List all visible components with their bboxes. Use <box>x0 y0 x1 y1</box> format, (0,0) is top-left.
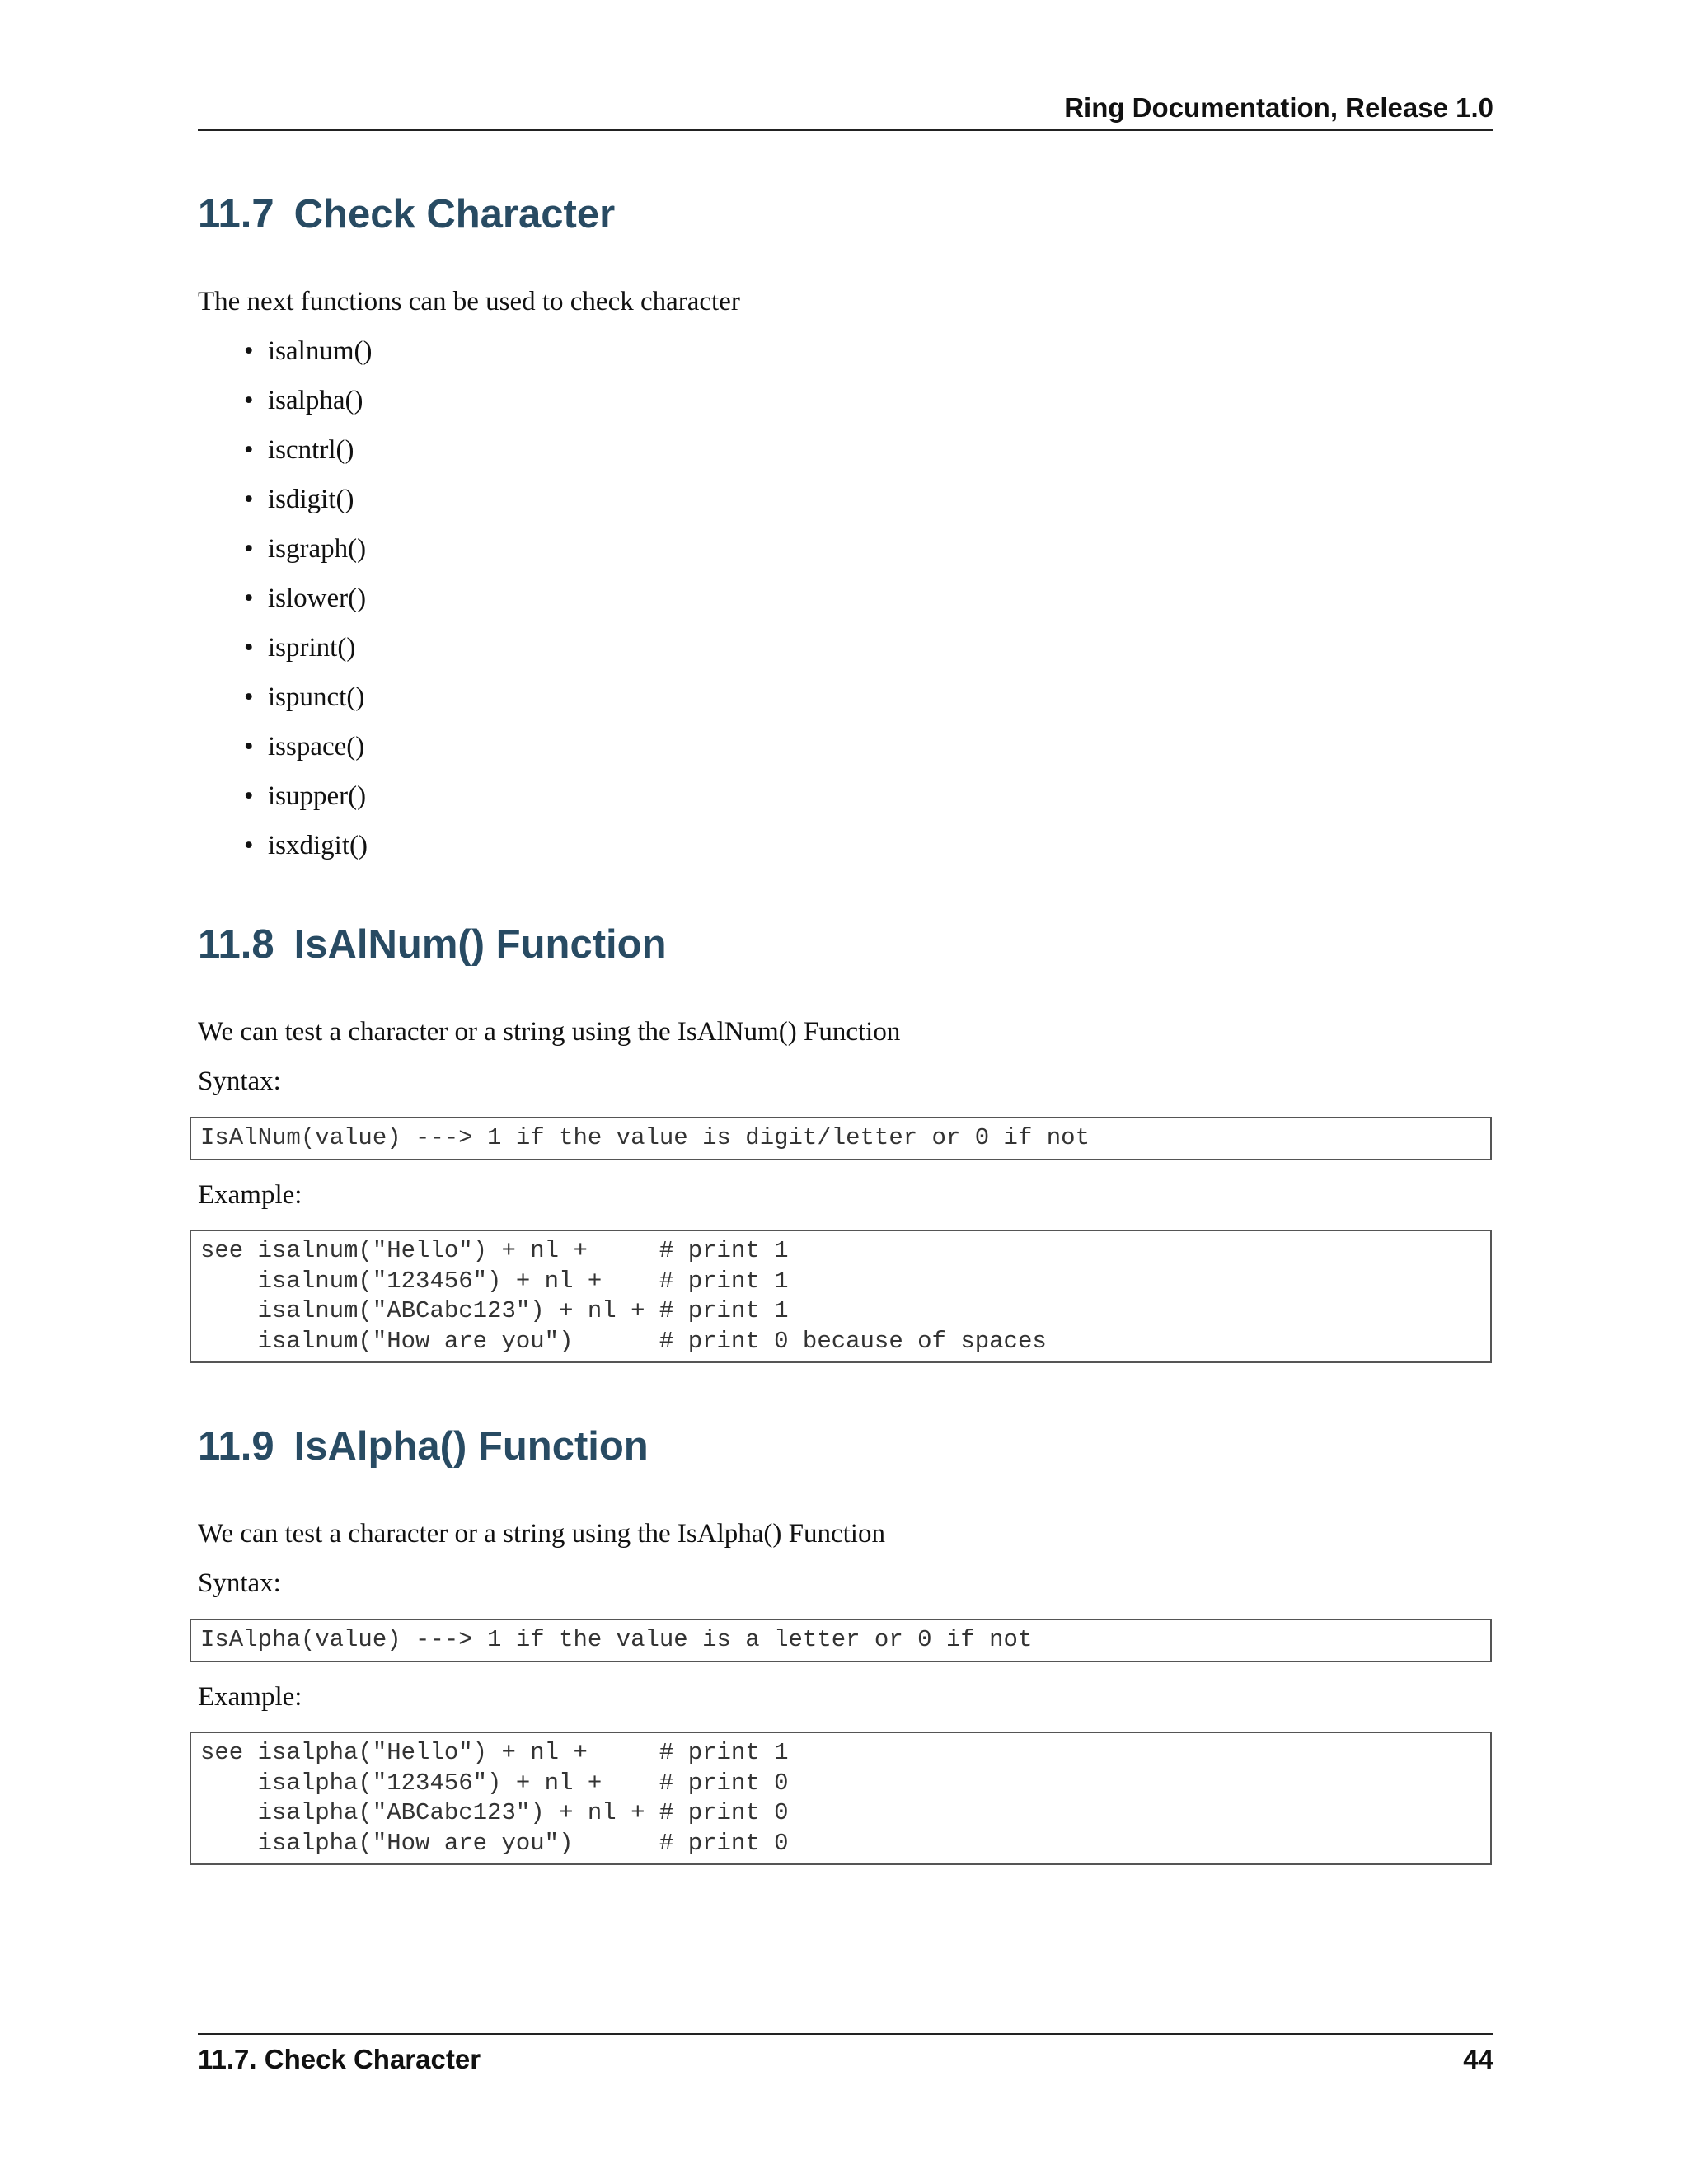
list-item-label: isalnum() <box>268 336 373 366</box>
section-title: IsAlpha() Function <box>293 1424 649 1469</box>
example-code-block: see isalnum("Hello") + nl + # print 1 isalnum("123456") + nl + # print 1 isalnum("ABCabc123") + nl + # print 1 isalnum("How are you") # print 0 because of spaces <box>190 1230 1492 1363</box>
bullet-icon: • <box>244 633 254 663</box>
footer-section-title: 11.7. Check Character <box>198 2044 481 2074</box>
section-number: 11.8 <box>198 922 274 967</box>
example-label: Example: <box>198 1180 302 1210</box>
section-intro: The next functions can be used to check character <box>198 287 740 316</box>
list-item <box>198 730 372 780</box>
bullet-icon: • <box>244 682 254 712</box>
footer-rule <box>198 2033 1493 2035</box>
running-header: Ring Documentation, Release 1.0 <box>1064 92 1493 123</box>
example-code-block: see isalpha("Hello") + nl + # print 1 isalpha("123456") + nl + # print 0 isalpha("ABCabc123") + nl + # print 0 isalpha("How are you") # print 0 <box>190 1732 1492 1865</box>
syntax-label: Syntax: <box>198 1568 281 1598</box>
list-item <box>198 780 372 829</box>
list-item <box>198 829 372 879</box>
list-item-label: iscntrl() <box>268 435 354 465</box>
list-item-label: isdigit() <box>268 485 354 514</box>
list-item-label: isprint() <box>268 633 356 663</box>
bullet-icon: • <box>244 831 254 860</box>
list-item <box>198 483 372 532</box>
list-item <box>198 434 372 483</box>
list-item-label: isxdigit() <box>268 831 368 860</box>
header-rule <box>198 129 1493 131</box>
list-item-label: isgraph() <box>268 534 367 564</box>
section-heading-isalpha <box>198 1423 649 1469</box>
section-number: 11.7 <box>198 192 274 237</box>
section-intro: We can test a character or a string using the IsAlpha() Function <box>198 1519 885 1549</box>
syntax-code-block: IsAlNum(value) ---> 1 if the value is digit/letter or 0 if not <box>190 1117 1492 1160</box>
syntax-code-block: IsAlpha(value) ---> 1 if the value is a letter or 0 if not <box>190 1619 1492 1662</box>
list-item <box>198 631 372 681</box>
section-heading-isalnum <box>198 921 667 968</box>
list-item <box>198 384 372 434</box>
section-title: Check Character <box>293 192 616 237</box>
function-list <box>198 335 372 879</box>
list-item <box>198 582 372 631</box>
list-item <box>198 335 372 384</box>
section-heading-check-character <box>198 191 615 237</box>
syntax-label: Syntax: <box>198 1066 281 1096</box>
list-item-label: isalpha() <box>268 386 363 415</box>
bullet-icon: • <box>244 435 254 465</box>
list-item-label: isspace() <box>268 732 365 762</box>
list-item-label: ispunct() <box>268 682 365 712</box>
list-item <box>198 532 372 582</box>
bullet-icon: • <box>244 485 254 514</box>
page-number: 44 <box>1463 2044 1493 2074</box>
list-item <box>198 681 372 730</box>
bullet-icon: • <box>244 781 254 811</box>
section-title: IsAlNum() Function <box>293 922 667 967</box>
bullet-icon: • <box>244 534 254 564</box>
list-item-label: isupper() <box>268 781 367 811</box>
section-intro: We can test a character or a string using the IsAlNum() Function <box>198 1017 901 1047</box>
list-item-label: islower() <box>268 583 367 613</box>
section-number: 11.9 <box>198 1424 274 1469</box>
bullet-icon: • <box>244 336 254 366</box>
bullet-icon: • <box>244 386 254 415</box>
bullet-icon: • <box>244 583 254 613</box>
bullet-icon: • <box>244 732 254 762</box>
example-label: Example: <box>198 1682 302 1712</box>
